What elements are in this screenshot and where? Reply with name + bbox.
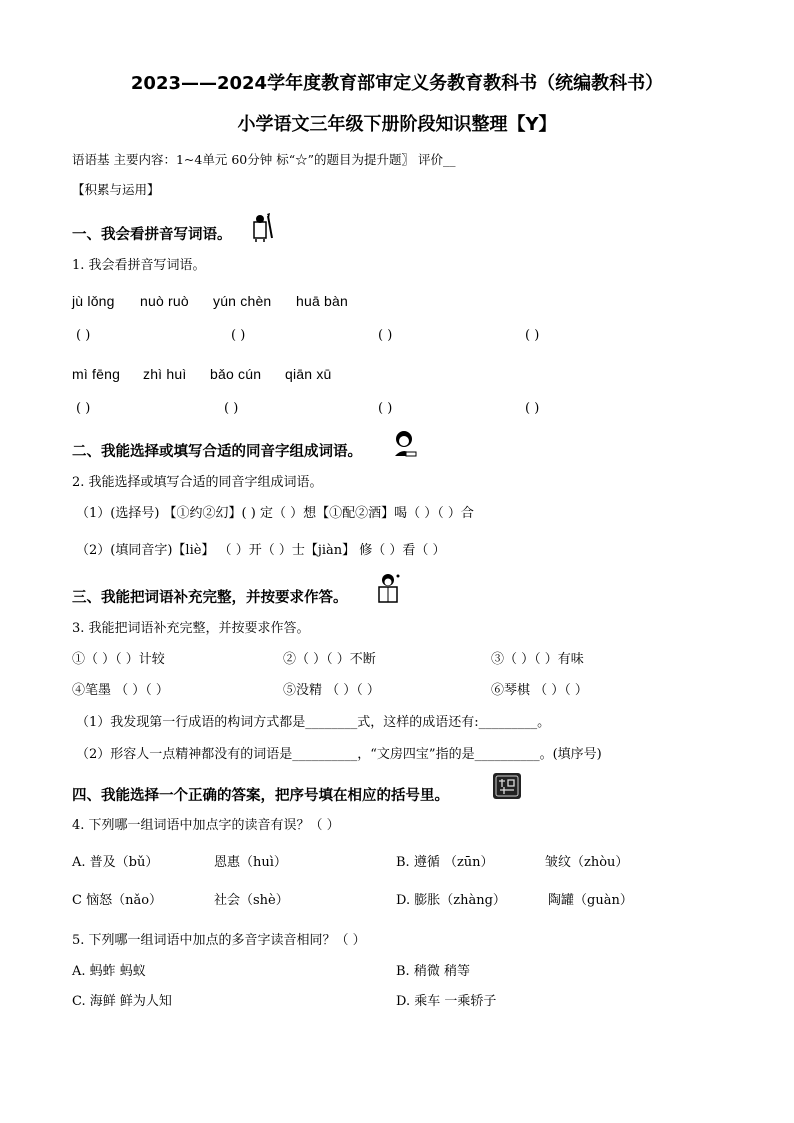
pinyin-3: yún chèn [213,293,272,309]
answer-blank[interactable]: ( ) [231,328,246,343]
option-4-c-2: 社会（shè） [214,893,289,908]
section-1-heading: 一、我会看拼音写词语。 [72,227,232,243]
option-5-d[interactable]: D. 乘车 一乘轿子 [396,994,497,1009]
question-5: 5. 下列哪一组词语中加点的多音字读音相同？（ ） [72,933,366,948]
student-reading-icon [376,572,402,604]
idiom-item-5: ⑤没精 （ ）（ ） [283,683,380,698]
idiom-item-2: ②（ ）（ ）不断 [283,652,376,667]
answer-blank[interactable]: ( ) [525,401,540,416]
question-1: 1. 我会看拼音写词语。 [72,258,206,273]
idiom-item-1: ①（ ）（ ）计较 [72,652,165,667]
question-2-line-2: （2）(填同音字)【liè】 （ ）开（ ）士【jiàn】 修（ ）看（ ） [76,543,446,558]
pinyin-4: huā bàn [296,293,349,309]
idiom-item-4: ④笔墨 （ ）（ ） [72,683,169,698]
idiom-item-6: ⑥琴棋 （ ）（ ） [491,683,588,698]
option-4-a-1[interactable]: A. 普及（bǔ） [72,855,159,870]
pinyin-2: nuò ruò [140,293,189,309]
section-2-heading: 二、我能选择或填写合适的同音字组成词语。 [72,444,362,460]
option-4-d-2: 陶罐（guàn） [548,893,633,908]
option-4-a-2: 恩惠（huì） [214,855,287,870]
option-5-a[interactable]: A. 蚂蚱 蚂蚁 [72,964,146,979]
option-4-c-1[interactable]: C 恼怒（nǎo） [72,893,163,908]
pinyin-7: bǎo cún [210,366,262,382]
pinyin-6: zhì huì [143,366,187,382]
question-4: 4. 下列哪一组词语中加点字的读音有误？（ ） [72,818,340,833]
page-title: 2023——2024学年度教育部审定义务教育教科书（统编教科书） [130,73,664,94]
answer-blank[interactable]: ( ) [76,328,91,343]
option-4-d-1[interactable]: D. 膨胀（zhàng） [396,893,506,908]
section-3-heading: 三、我能把词语补充完整，并按要求作答。 [72,590,348,606]
pinyin-1: jù lǒng [72,293,115,309]
question-2-line-1: （1）(选择号) 【①约②幻】( ) 定（ ）想【①配②酒】喝（ ）（ ）合 [76,506,474,521]
answer-blank[interactable]: ( ) [224,401,239,416]
stamp-seal-icon [492,772,522,800]
pinyin-5: mì fēng [72,366,121,382]
section-4-heading: 四、我能选择一个正确的答案，把序号填在相应的括号里。 [72,788,449,804]
question-3-sub-2: （2）形容人一点精神都没有的词语是__________，“文房四宝”指的是__________。(填序号) [76,747,602,762]
question-3: 3. 我能把词语补充完整，并按要求作答。 [72,621,310,636]
question-2: 2. 我能选择或填写合适的同音字组成词语。 [72,475,323,490]
question-3-sub-1: （1）我发现第一行成语的构词方式都是________式，这样的成语还有:_________。 [76,715,551,730]
option-4-b-2: 皱纹（zhòu） [545,855,629,870]
option-5-c[interactable]: C. 海鲜 鲜为人知 [72,994,172,1009]
idiom-item-3: ③（ ）（ ）有味 [491,652,584,667]
exam-meta: 语语基 主要内容：1~4单元 60分钟 标“☆”的题目为提升题〗 评价__ [72,152,456,167]
pencil-character-icon [250,212,274,242]
option-5-b[interactable]: B. 稍微 稍等 [396,964,470,979]
pinyin-8: qiān xū [285,366,332,382]
answer-blank[interactable]: ( ) [76,401,91,416]
page-subtitle: 小学语文三年级下册阶段知识整理【Y】 [237,114,557,135]
answer-blank[interactable]: ( ) [378,401,393,416]
answer-blank[interactable]: ( ) [378,328,393,343]
option-4-b-1[interactable]: B. 遵循 （zūn） [396,855,494,870]
girl-writing-icon [392,430,418,458]
category-label: 【积累与运用】 [72,182,160,197]
answer-blank[interactable]: ( ) [525,328,540,343]
